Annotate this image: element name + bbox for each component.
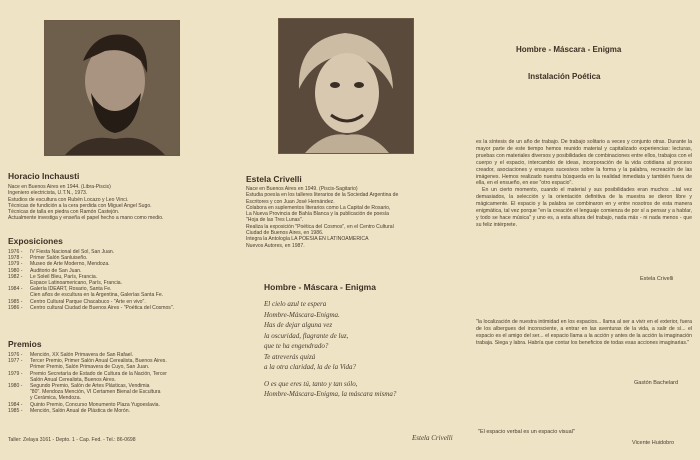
paragraph: En un cierto momento, cuando el material y sus posibilidades eran muchos ...tal vez demasiados, la selección y la orientación definitiva de la muestra se dieron libre y mágicamente. El espacio y la palabra se combinaron en y entre nosotros de esta manera enigmática, tal vez porque "en la creación el lenguaje comienza de por sí a pensar y a hablar, y todo se hace música" y uno es, a esta altura del trabajo, nada más - ni nada menos - que su feliz intérprete. — [476, 187, 692, 228]
exposiciones-year: 1982 - — [8, 273, 23, 280]
premios-text: Mención, XX Salón Primavera de San Rafael. — [30, 352, 134, 358]
exposiciones-text: Museo de Arte Moderno, Mendoza. — [30, 261, 110, 268]
portrait-horacio-inchausti — [44, 20, 180, 156]
estela-bio — [246, 186, 474, 249]
bio-line: La Nueva Provincia de Bahía Blanca y la publicación de poesía — [246, 211, 390, 218]
bio-line: Ciudad de Buenos Aires, en 1986. — [246, 230, 324, 237]
poem-line: Has de dejar alguna vez — [264, 321, 333, 329]
premios-heading: Premios — [8, 339, 42, 349]
premios-text: Mención, Salón Anual de Plástica de Morón. — [30, 407, 130, 414]
poem-line: Hombre-Máscara-Enigma, la máscara misma? — [264, 390, 397, 398]
bio-line: Realiza la exposición "Poética del Cosmos", en el Centro Cultural — [246, 223, 394, 230]
exposiciones-year: 1984 - — [8, 286, 23, 293]
quote-author: Gastón Bachelard — [634, 380, 679, 386]
bio-line: Técnicas de fundición a la cera perdida con Miguel Angel Sugo. — [8, 202, 152, 209]
bio-line: Colabora en suplementos literarios como La Capital de Rosario, — [246, 204, 391, 211]
exposiciones-text: Auditorio de San Juan. — [30, 267, 82, 274]
premios-year: 1979 - — [8, 370, 23, 377]
premios-year: 1980 - — [8, 383, 23, 390]
exposiciones-text: IV Fiesta Nacional del Sol, San Juan. — [30, 249, 115, 255]
exposiciones-year: 1978 - — [8, 255, 23, 262]
exposiciones-year: 1985 - — [8, 298, 23, 305]
installation-subtitle: Instalación Poética — [528, 72, 601, 81]
poem-body — [264, 299, 464, 400]
bio-line: Técnicas de talla en piedra con Ramón Castejón. — [8, 209, 120, 216]
exposiciones-entry — [8, 305, 236, 311]
horacio-bio — [8, 184, 236, 222]
poem-title: Hombre - Máscara - Enigma — [264, 282, 376, 292]
poem-signature: Estela Crivelli — [412, 434, 453, 442]
premios-year: 1976 - — [8, 352, 23, 358]
exposiciones-text: Galería IDEART, Rosario, Santa Fe. — [30, 286, 112, 293]
bio-line: Estudios de escultura con Rubén Locazo y Leo Vinci. — [8, 196, 129, 203]
artist-name-estela: Estela Crivelli — [246, 174, 302, 184]
bio-line: Ingeniero electricista, U.T.N., 1973. — [8, 190, 88, 197]
premios-text: Primer Premio, Salón Primavera de Cuyo, San Juan. — [30, 364, 150, 371]
poem-line: Hombre-Máscara-Enigma. — [264, 310, 340, 319]
bachelard-quote: "la localización de nuestra intimidad en los espacios... llama al ser a vivir en el exterior, fuera de los albergues del inconsciente, a entrar en las aventuras de la vida, a salir de sí... el espacio es el amigo del ser... el espacio llama a la acción y antes de la acción la imaginación trabaja. Siega y labra. Habría que contar los beneficios de todas esas acciones imaginarias." — [476, 319, 692, 346]
bio-line: Actualmente investiga y enseña el papel hecho a mano como medio. — [8, 215, 164, 222]
premios-year: 1985 - — [8, 407, 23, 414]
final-quote-author: Vicente Huidobro — [632, 440, 675, 446]
premios-year: 1984 - — [8, 401, 23, 408]
exposiciones-year: 1979 - — [8, 261, 23, 268]
premios-year: 1977 - — [8, 358, 23, 365]
portrait-drawing — [45, 21, 179, 155]
exposiciones-year: 1986 - — [8, 304, 23, 311]
installation-title: Hombre - Máscara - Enigma — [516, 45, 622, 54]
paragraph: es la síntesis de un año de trabajo. De trabajo solitario a veces y conjunto otras. Durante la mayor parte de este tiempo hemos reunido material y capitalizado experiencias: lecturas, pruebas con materiales diversos y posibilidades de combinaciones entre ellos, trabajos con el cuerpo y el espacio, intercambio de ideas, incorporación de la vida cotidiana al proceso creador, asociaciones y ensayos sucesivos sobre la forma y la palabra, recreación de las imágenes. Hemos realizado nuestra búsqueda en la realidad inmediata y también fuera de ella, en el ensueño, en ese "otro espacio". — [476, 139, 692, 187]
premios-text-continued: Salón Anual Cerealista, Buenos Aires. — [30, 376, 116, 383]
bio-line: Escritores y con Juan José Hernández. — [246, 198, 335, 205]
premios-text: Tercer Premio, Primer Salón Anual Cerealista, Buenos Aires. — [30, 358, 167, 365]
poem-line: O es que eres tú, tanto y tan sólo, — [264, 379, 358, 388]
premios-entry — [8, 408, 236, 414]
premios-text-continued: y Cerámica, Mendoza. — [30, 395, 81, 402]
premios-text: Premio Secretaría de Estado de Cultura de la Nación, Tercer — [30, 370, 167, 377]
bio-line: "Hoja de las Tres Lunas". — [246, 217, 304, 224]
poem-line: que te ha engendrado? — [264, 342, 329, 350]
premios-text: Segundo Premio, Salón de Artes Plásticas, Vendimia — [30, 383, 150, 390]
bio-line: Estudia poesía en los talleres literarios de la Sociedad Argentina de — [246, 192, 399, 199]
exposiciones-text: Centro cultural Ciudad de Buenos Aires - "Poética del Cosmos". — [30, 304, 175, 311]
premios-list — [8, 352, 236, 414]
exposiciones-list — [8, 249, 236, 311]
exposiciones-heading: Exposiciones — [8, 236, 63, 246]
bio-line: Nace en Buenos Aires en 1944. (Libra-Piscis) — [8, 184, 111, 190]
portrait-estela-crivelli — [278, 18, 414, 154]
exposiciones-text-continued: Cien años de escultura en la Argentina, Galerías Santa Fe. — [30, 292, 164, 299]
text-signature: Estela Crivelli — [640, 276, 674, 282]
exposiciones-text: Primer Salón Sanluiseño. — [30, 255, 88, 262]
bio-line: Nace en Buenos Aires en 1949. (Piscis-Sagitario) — [246, 186, 358, 192]
poem-line: El cielo azul te espera — [264, 300, 327, 308]
studio-address-footer: Taller: Zelaya 3161 - Depto. 1 - Cap. Fed. - Tel.: 86-0698 — [8, 437, 136, 443]
exposiciones-text: Le Soleil Bleu, París, Francia. — [30, 273, 98, 280]
installation-text — [476, 139, 692, 229]
portrait-drawing — [279, 19, 413, 153]
exposiciones-text-continued: Espace Latinoamericano, París, Francia. — [30, 280, 123, 287]
premios-text-continued: "80". Mendoza Mención, VI Certamen Bienal de Escultura — [30, 389, 161, 396]
artist-name-horacio: Horacio Inchausti — [8, 171, 80, 181]
exposiciones-year: 1976 - — [8, 249, 23, 255]
poem-line: la oscuridad, flagrante de luz, — [264, 331, 349, 340]
bio-line: Integra la Antología LA POESIA EN LATINOAMERICA — [246, 236, 369, 243]
final-quote: "El espacio verbal es un espacio visual" — [478, 429, 575, 435]
premios-text: Quinto Premio, Concurso Monumento Plaza Yugoeslavia. — [30, 401, 160, 408]
poem-line: Te atreverás quizá — [264, 352, 316, 361]
poem-line: a la otra claridad, la de la Vida? — [264, 363, 357, 371]
exposiciones-text: Centro Cultural Parque Chacabuco - "Arte en vivo". — [30, 298, 146, 305]
bio-line: Nuevos Autores, en 1987. — [246, 242, 305, 249]
exposiciones-year: 1980 - — [8, 267, 23, 274]
